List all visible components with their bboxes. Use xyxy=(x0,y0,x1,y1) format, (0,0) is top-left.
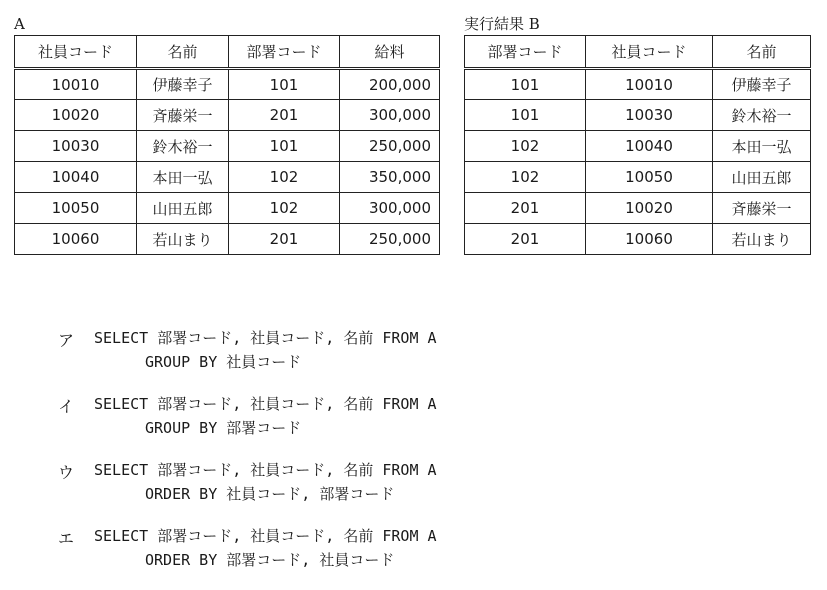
table-row xyxy=(15,100,440,131)
column-header: 部署コード xyxy=(229,36,340,69)
table-cell: 10020 xyxy=(586,193,713,224)
table-cell: 10050 xyxy=(15,193,137,224)
table-cell: 200,000 xyxy=(340,69,440,100)
option-label: イ xyxy=(58,397,75,416)
column-header: 給料 xyxy=(340,36,440,69)
employee-table-a xyxy=(14,35,440,255)
table-cell: 若山まり xyxy=(713,224,811,255)
option-label: エ xyxy=(58,529,75,548)
table-cell: 102 xyxy=(465,162,586,193)
result-table-b xyxy=(464,35,811,255)
table-cell: 101 xyxy=(465,69,586,100)
table-cell: 山田五郎 xyxy=(713,162,811,193)
table-cell: 101 xyxy=(229,131,340,162)
table-cell: 鈴木裕一 xyxy=(137,131,229,162)
table-cell: 102 xyxy=(229,193,340,224)
table-cell: 鈴木裕一 xyxy=(713,100,811,131)
sql-select-line: SELECT 部署コード, 社員コード, 名前 FROM A xyxy=(94,461,437,479)
table-cell: 本田一弘 xyxy=(713,131,811,162)
table-cell: 10060 xyxy=(586,224,713,255)
table-cell: 201 xyxy=(229,100,340,131)
table-cell: 10050 xyxy=(586,162,713,193)
table-cell: 201 xyxy=(465,193,586,224)
table-cell: 10060 xyxy=(15,224,137,255)
table-cell: 10040 xyxy=(586,131,713,162)
sql-select-line: SELECT 部署コード, 社員コード, 名前 FROM A xyxy=(94,527,437,545)
table-row xyxy=(15,131,440,162)
sql-clause-line: GROUP BY 部署コード xyxy=(145,419,302,437)
sql-clause-line: ORDER BY 部署コード, 社員コード xyxy=(145,551,395,569)
column-header: 名前 xyxy=(137,36,229,69)
table-cell: 201 xyxy=(229,224,340,255)
sql-select-line: SELECT 部署コード, 社員コード, 名前 FROM A xyxy=(94,395,437,413)
table-cell: 10010 xyxy=(586,69,713,100)
table-b-header-row xyxy=(465,36,811,69)
option-label: ウ xyxy=(58,463,75,482)
table-a-body xyxy=(15,69,440,255)
column-header: 名前 xyxy=(713,36,811,69)
sql-statement xyxy=(94,392,437,440)
table-a-header-row xyxy=(15,36,440,69)
table-row xyxy=(465,162,811,193)
table-cell: 本田一弘 xyxy=(137,162,229,193)
table-cell: 101 xyxy=(465,100,586,131)
table-row xyxy=(15,193,440,224)
table-cell: 102 xyxy=(229,162,340,193)
column-header: 部署コード xyxy=(465,36,586,69)
table-cell: 10040 xyxy=(15,162,137,193)
sql-clause-line: ORDER BY 社員コード, 部署コード xyxy=(145,485,395,503)
table-row xyxy=(465,224,811,255)
table-row xyxy=(465,69,811,100)
sql-statement xyxy=(94,524,437,572)
table-cell: 201 xyxy=(465,224,586,255)
table-cell: 300,000 xyxy=(340,100,440,131)
table-cell: 伊藤幸子 xyxy=(713,69,811,100)
sql-select-line: SELECT 部署コード, 社員コード, 名前 FROM A xyxy=(94,329,437,347)
table-row xyxy=(15,69,440,100)
table-row xyxy=(15,162,440,193)
table-cell: 350,000 xyxy=(340,162,440,193)
table-cell: 斉藤栄一 xyxy=(713,193,811,224)
sql-statement xyxy=(94,458,437,506)
table-cell: 山田五郎 xyxy=(137,193,229,224)
table-cell: 250,000 xyxy=(340,224,440,255)
table-row xyxy=(465,131,811,162)
table-cell: 10030 xyxy=(586,100,713,131)
table-b-body xyxy=(465,69,811,255)
table-cell: 10030 xyxy=(15,131,137,162)
table-cell: 250,000 xyxy=(340,131,440,162)
table-cell: 101 xyxy=(229,69,340,100)
table-b-caption: 実行結果 B xyxy=(464,15,540,33)
table-row xyxy=(465,193,811,224)
sql-statement xyxy=(94,326,437,374)
column-header: 社員コード xyxy=(586,36,713,69)
option-label: ア xyxy=(58,331,75,350)
column-header: 社員コード xyxy=(15,36,137,69)
table-cell: 10010 xyxy=(15,69,137,100)
table-cell: 102 xyxy=(465,131,586,162)
table-cell: 伊藤幸子 xyxy=(137,69,229,100)
sql-clause-line: GROUP BY 社員コード xyxy=(145,353,302,371)
table-cell: 斉藤栄一 xyxy=(137,100,229,131)
table-cell: 10020 xyxy=(15,100,137,131)
table-cell: 若山まり xyxy=(137,224,229,255)
table-row xyxy=(15,224,440,255)
table-a-caption: A xyxy=(14,15,25,33)
table-row xyxy=(465,100,811,131)
table-cell: 300,000 xyxy=(340,193,440,224)
